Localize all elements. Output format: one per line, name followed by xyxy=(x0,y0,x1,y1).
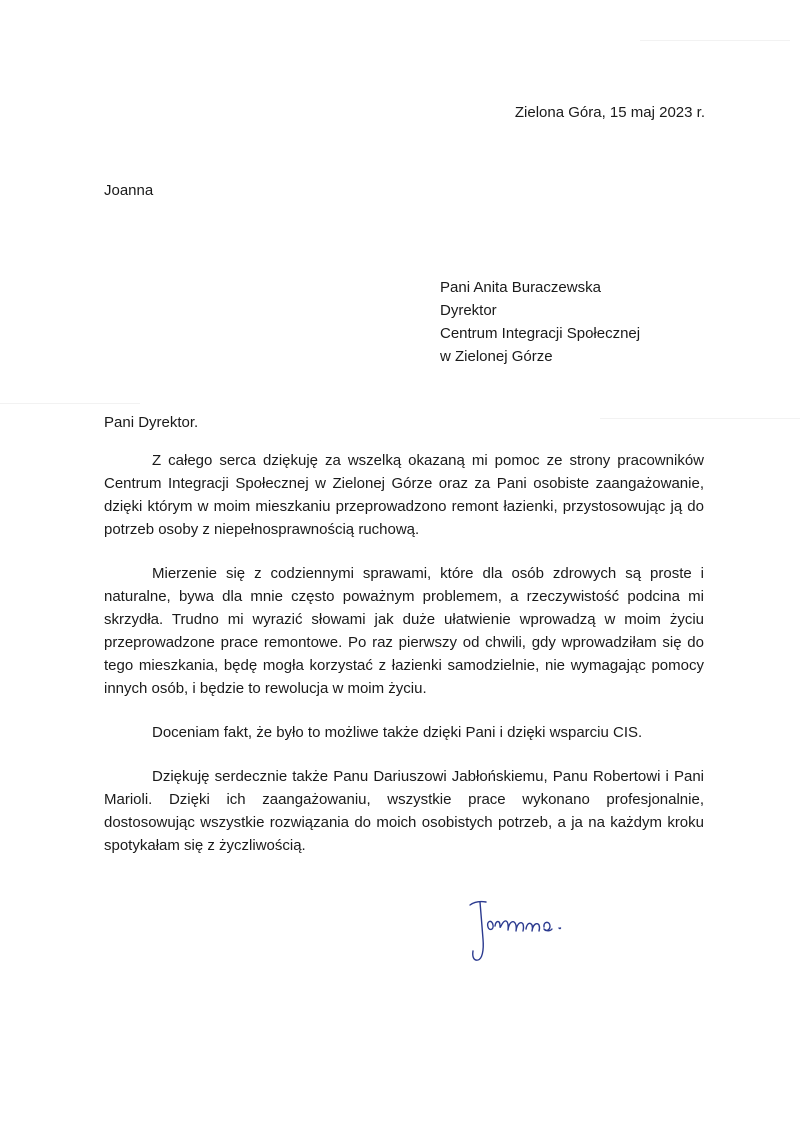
letter-date: Zielona Góra, 15 maj 2023 r. xyxy=(514,104,705,121)
scan-artifact-top xyxy=(640,40,790,41)
body-paragraph-2: Mierzenie się z codziennymi sprawami, które dla osób zdrowych są proste i naturalne, bywa dla mnie często poważnym problemem, a rzeczywistość podcina mi skrzydła. Trudno mi wyrazić słowami jak duże ułatwienie wprowadzą w moim życiu przeprowadzone prace remontowe. Po raz pierwszy od chwili, gdy wprowadziłam się do tego mieszkania, będę mogła korzystać z łazienki samodzielnie, nie wymagając pomocy innych osób, i będzie to rewolucja w moim życiu. xyxy=(104,565,704,697)
sender-name: Joanna xyxy=(104,182,154,199)
salutation: Pani Dyrektor. xyxy=(104,414,199,431)
scan-artifact-right xyxy=(600,418,800,419)
recipient-organization: Centrum Integracji Społecznej xyxy=(440,325,641,342)
scan-artifact-left xyxy=(0,403,140,404)
recipient-title: Dyrektor xyxy=(440,302,497,319)
body-paragraph-4: Dziękuję serdecznie także Panu Dariuszowi Jabłońskiemu, Panu Robertowi i Pani Marioli. Dzięki ich zaangażowaniu, wszystkie prace wykonano profesjonalnie, dostosowując wszystkie rozwiązania do moich osobistych potrzeb, a ja na każdym kroku spotykałam się z życzliwością. xyxy=(104,768,704,854)
body-paragraph-3: Doceniam fakt, że było to możliwe także dzięki Pani i dzięki wsparciu CIS. xyxy=(152,724,643,741)
recipient-address xyxy=(440,276,640,368)
recipient-city: w Zielonej Górze xyxy=(440,348,553,365)
recipient-name: Pani Anita Buraczewska xyxy=(440,279,601,296)
letter-body xyxy=(104,449,704,878)
handwritten-signature xyxy=(466,893,578,965)
body-paragraph-1: Z całego serca dziękuję za wszelką okazaną mi pomoc ze strony pracowników Centrum Integracji Społecznej w Zielonej Górze oraz za Pani osobiste zaangażowanie, dzięki którym w moim mieszkaniu przeprowadzono remont łazienki, przystosowując ją do potrzeb osoby z niepełnosprawnością ruchową. xyxy=(104,452,704,538)
